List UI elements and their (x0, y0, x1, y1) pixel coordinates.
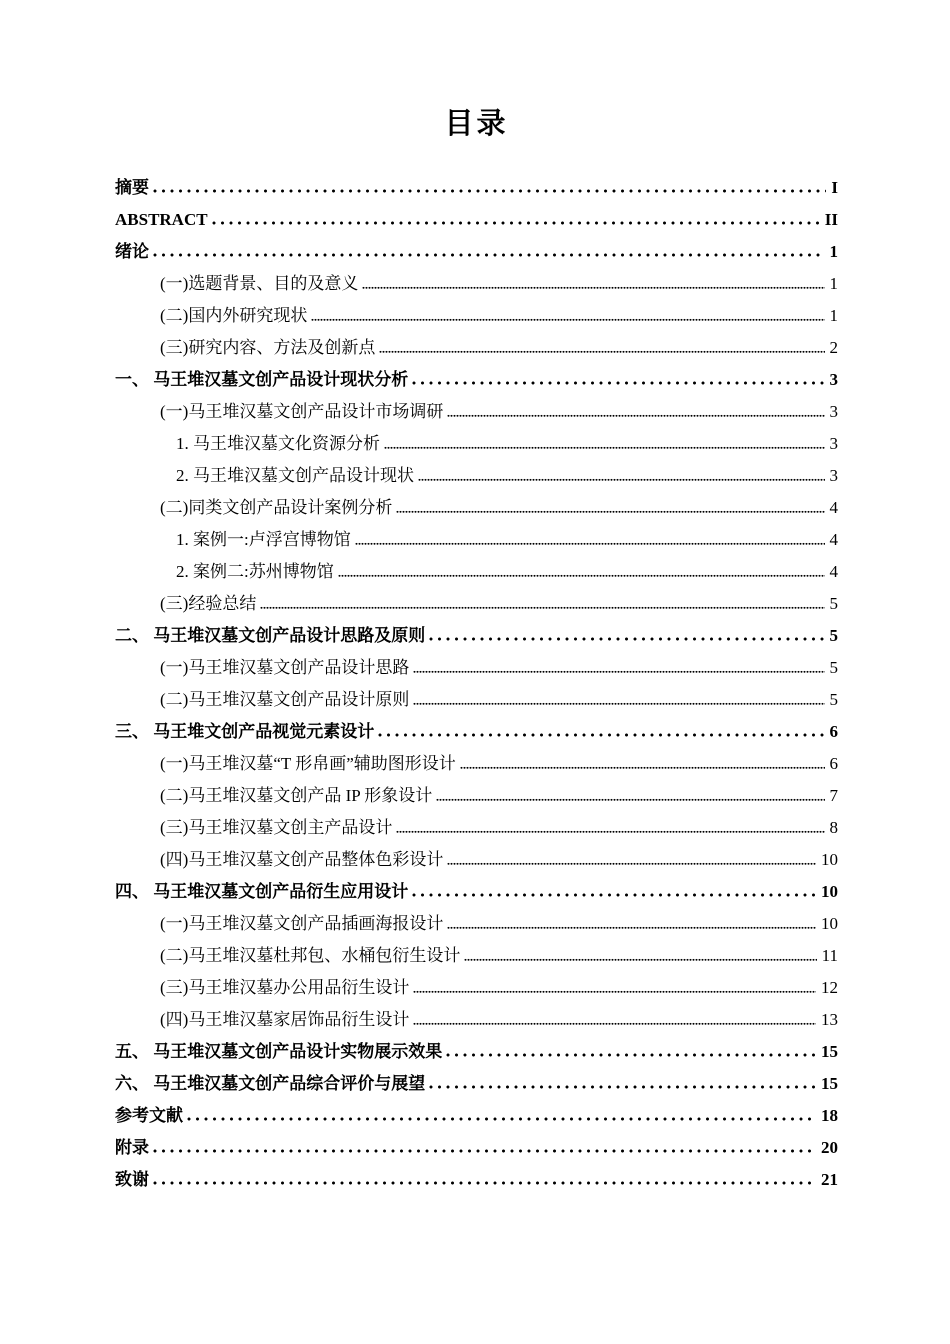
toc-list (115, 172, 838, 1196)
toc-entry[interactable] (115, 940, 838, 972)
toc-entry[interactable] (115, 684, 838, 716)
toc-entry-title: ABSTRACT (115, 210, 208, 229)
toc-entry[interactable] (115, 332, 838, 364)
toc-entry-title: (二)马王堆汉墓文创产品 IP 形象设计 (160, 786, 433, 805)
toc-dot-leader (412, 381, 824, 385)
toc-entry-title: 一、 马王堆汉墓文创产品设计现状分析 (115, 370, 409, 389)
toc-entry-page: 2 (829, 338, 838, 357)
toc-dot-leader (412, 893, 816, 897)
toc-entry-page: 12 (821, 978, 838, 997)
toc-entry-title: 2. 案例二:苏州博物馆 (176, 562, 334, 581)
toc-entry-title: 1. 马王堆汉墓文化资源分析 (176, 434, 380, 453)
toc-dot-leader (436, 798, 824, 801)
toc-entry-page: I (831, 178, 838, 197)
toc-entry-page: 3 (829, 402, 838, 421)
toc-entry-title: (一)马王堆汉墓文创产品设计思路 (160, 658, 410, 677)
toc-dot-leader (418, 478, 825, 481)
toc-dot-leader (187, 1117, 816, 1121)
toc-entry-page: 5 (829, 690, 838, 709)
toc-entry-title: 五、 马王堆汉墓文创产品设计实物展示效果 (115, 1042, 443, 1061)
toc-entry-page: 3 (829, 370, 838, 389)
toc-entry-page: 4 (829, 530, 838, 549)
toc-entry-page: 1 (829, 306, 838, 325)
toc-entry-title: 四、 马王堆汉墓文创产品衍生应用设计 (115, 882, 409, 901)
toc-entry-page: 1 (829, 274, 838, 293)
toc-entry[interactable] (115, 1164, 838, 1196)
toc-entry-title: (一)马王堆汉墓文创产品插画海报设计 (160, 914, 444, 933)
toc-entry[interactable] (115, 748, 838, 780)
toc-dot-leader (153, 1149, 816, 1153)
toc-dot-leader (464, 958, 816, 961)
toc-entry-title: 六、 马王堆汉墓文创产品综合评价与展望 (115, 1074, 426, 1093)
toc-entry-title: (一)选题背景、目的及意义 (160, 274, 359, 293)
toc-dot-leader (153, 1181, 816, 1185)
toc-dot-leader (260, 606, 824, 609)
toc-dot-leader (460, 766, 825, 769)
toc-entry[interactable] (115, 172, 838, 204)
toc-entry[interactable] (115, 652, 838, 684)
toc-entry[interactable] (115, 300, 838, 332)
toc-dot-leader (429, 637, 824, 641)
toc-entry[interactable] (115, 428, 838, 460)
toc-entry[interactable] (115, 396, 838, 428)
toc-entry-page: 3 (829, 466, 838, 485)
toc-entry-title: (二)马王堆汉墓杜邦包、水桶包衍生设计 (160, 946, 461, 965)
toc-entry[interactable] (115, 1004, 838, 1036)
toc-dot-leader (338, 574, 825, 577)
toc-entry-page: 3 (829, 434, 838, 453)
toc-entry-title: 绪论 (115, 242, 149, 261)
toc-entry-title: 三、 马王堆文创产品视觉元素设计 (115, 722, 375, 741)
toc-entry-page: 5 (829, 626, 838, 645)
toc-entry-page: 18 (821, 1106, 838, 1125)
toc-dot-leader (212, 221, 820, 225)
toc-entry[interactable] (115, 1068, 838, 1100)
toc-entry[interactable] (115, 268, 838, 300)
toc-dot-leader (413, 702, 824, 705)
page-title: 目录 (444, 108, 509, 140)
toc-entry-page: 7 (829, 786, 838, 805)
toc-dot-leader (413, 990, 816, 993)
toc-entry[interactable] (115, 1100, 838, 1132)
toc-dot-leader (396, 830, 824, 833)
toc-dot-leader (153, 189, 826, 193)
toc-entry-page: 15 (821, 1074, 838, 1093)
toc-dot-leader (429, 1085, 816, 1089)
toc-entry-page: 1 (829, 242, 838, 261)
toc-entry-page: 5 (829, 658, 838, 677)
toc-entry-title: (二)国内外研究现状 (160, 306, 308, 325)
toc-dot-leader (378, 733, 824, 737)
toc-entry[interactable] (115, 844, 838, 876)
toc-entry[interactable] (115, 908, 838, 940)
toc-entry-title: 参考文献 (115, 1106, 183, 1125)
toc-entry[interactable] (115, 620, 838, 652)
toc-dot-leader (311, 318, 824, 321)
toc-entry-title: (四)马王堆汉墓文创产品整体色彩设计 (160, 850, 444, 869)
toc-entry-title: (三)经验总结 (160, 594, 257, 613)
toc-dot-leader (447, 926, 816, 929)
toc-dot-leader (446, 1053, 816, 1057)
toc-entry-title: (二)马王堆汉墓文创产品设计原则 (160, 690, 410, 709)
toc-entry-title: 1. 案例一:卢浮宫博物馆 (176, 530, 351, 549)
toc-entry-title: (三)研究内容、方法及创新点 (160, 338, 376, 357)
toc-dot-leader (379, 350, 824, 353)
toc-entry-page: 15 (821, 1042, 838, 1061)
toc-entry[interactable] (115, 716, 838, 748)
toc-entry-page: 8 (829, 818, 838, 837)
toc-entry[interactable] (115, 876, 838, 908)
toc-dot-leader (396, 510, 824, 513)
toc-dot-leader (447, 414, 824, 417)
toc-entry-page: 10 (821, 850, 838, 869)
toc-entry-title: 致谢 (115, 1170, 149, 1189)
toc-entry[interactable] (115, 1132, 838, 1164)
toc-entry-title: (二)同类文创产品设计案例分析 (160, 498, 393, 517)
toc-entry-title: (三)马王堆汉墓办公用品衍生设计 (160, 978, 410, 997)
toc-entry[interactable] (115, 364, 838, 396)
toc-entry-page: 20 (821, 1138, 838, 1157)
toc-entry-title: (一)马王堆汉墓“T 形帛画”辅助图形设计 (160, 754, 456, 773)
toc-entry[interactable] (115, 204, 838, 236)
toc-entry-title: 摘要 (115, 178, 149, 197)
toc-entry-title: 二、 马王堆汉墓文创产品设计思路及原则 (115, 626, 426, 645)
toc-entry[interactable] (115, 460, 838, 492)
toc-entry-page: 13 (821, 1010, 838, 1029)
toc-entry[interactable] (115, 236, 838, 268)
toc-entry-page: 4 (829, 498, 838, 517)
toc-dot-leader (362, 286, 824, 289)
toc-entry-title: (三)马王堆汉墓文创主产品设计 (160, 818, 393, 837)
toc-entry-page: 6 (829, 722, 838, 741)
toc-entry-page: II (824, 210, 838, 229)
toc-dot-leader (413, 670, 824, 673)
toc-dot-leader (447, 862, 816, 865)
toc-entry-page: 6 (829, 754, 838, 773)
toc-entry-page: 10 (821, 914, 838, 933)
toc-entry-page: 11 (821, 946, 838, 965)
toc-entry[interactable] (115, 524, 838, 556)
toc-entry[interactable] (115, 588, 838, 620)
toc-dot-leader (413, 1022, 816, 1025)
toc-entry[interactable] (115, 972, 838, 1004)
toc-entry[interactable] (115, 1036, 838, 1068)
toc-entry[interactable] (115, 492, 838, 524)
toc-entry-page: 21 (821, 1170, 838, 1189)
toc-dot-leader (153, 253, 825, 257)
toc-entry-title: 2. 马王堆汉墓文创产品设计现状 (176, 466, 414, 485)
toc-entry-page: 10 (821, 882, 838, 901)
toc-entry[interactable] (115, 780, 838, 812)
toc-entry-page: 5 (829, 594, 838, 613)
toc-dot-leader (384, 446, 825, 449)
toc-entry[interactable] (115, 556, 838, 588)
toc-entry[interactable] (115, 812, 838, 844)
toc-entry-title: 附录 (115, 1138, 149, 1157)
toc-entry-title: (四)马王堆汉墓家居饰品衍生设计 (160, 1010, 410, 1029)
toc-entry-title: (一)马王堆汉墓文创产品设计市场调研 (160, 402, 444, 421)
toc-entry-page: 4 (829, 562, 838, 581)
toc-dot-leader (355, 542, 825, 545)
